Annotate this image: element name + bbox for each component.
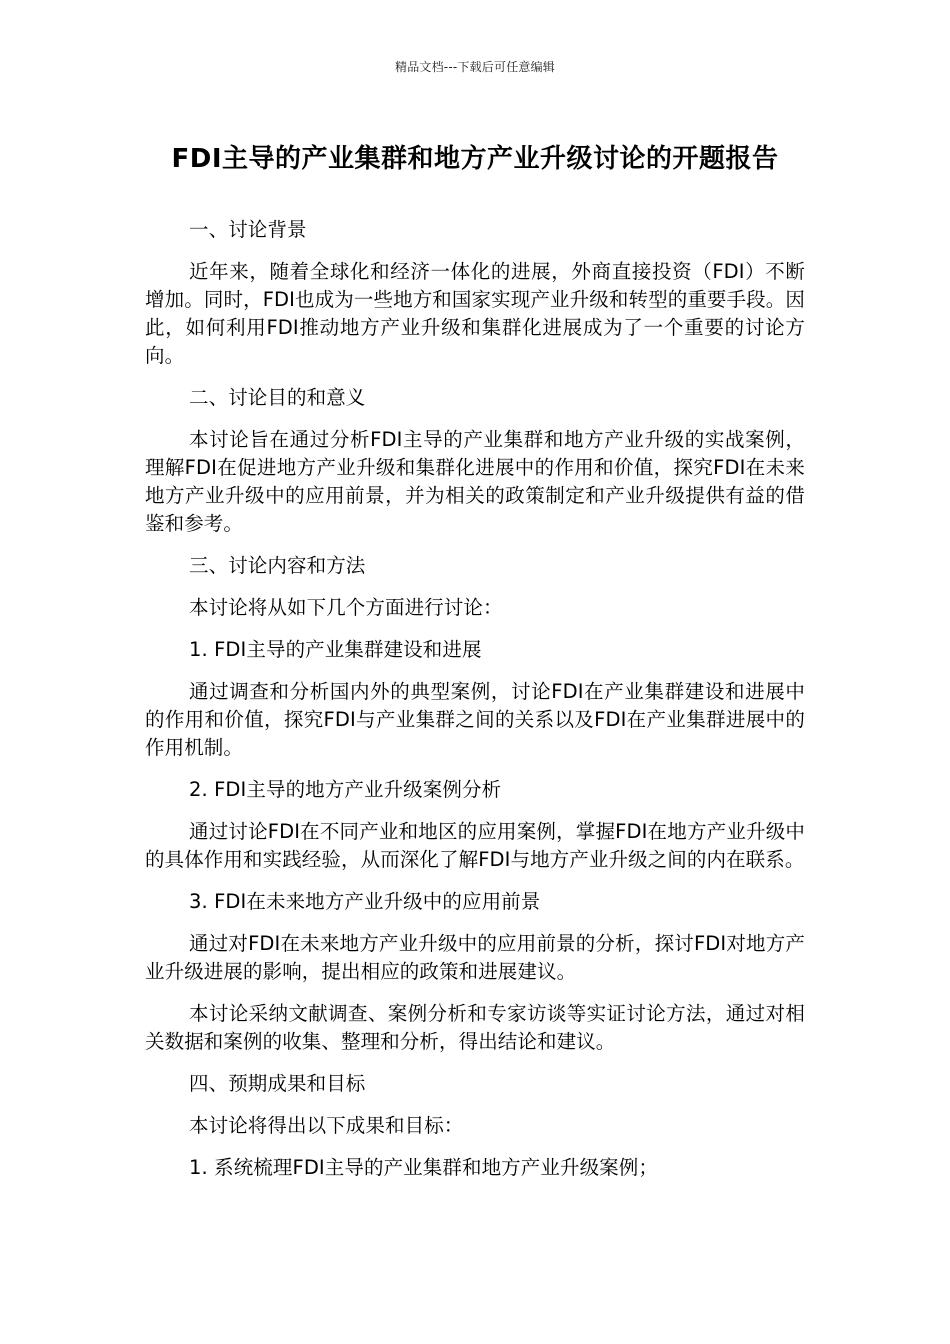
list-item-3-heading: 3. FDI在未来地方产业升级中的应用前景 (189, 890, 541, 913)
paragraph-purpose: 本讨论旨在通过分析FDI主导的产业集群和地方产业升级的实战案例，理解FDI在促进地方产业升级和集群化进展中的作用和价值，探究FDI在未来地方产业升级中的应用前景，并为相关的政策制定和产业升级提供有益的借鉴和参考。 (145, 428, 805, 535)
document-body (145, 216, 805, 1182)
paragraph-item-1: 通过调查和分析国内外的典型案例，讨论FDI在产业集群建设和进展中的作用和价值，探究FDI与产业集群之间的关系以及FDI在产业集群进展中的作用机制。 (145, 680, 805, 759)
paragraph-item-3: 通过对FDI在未来地方产业升级中的应用前景的分析，探讨FDI对地方产业升级进展的影响，提出相应的政策和进展建议。 (145, 932, 805, 983)
section-heading-content-method: 三、讨论内容和方法 (189, 554, 366, 577)
section-heading-background: 一、讨论背景 (189, 218, 307, 241)
section-heading-purpose: 二、讨论目的和意义 (189, 386, 366, 409)
paragraph-methods: 本讨论采纳文献调查、案例分析和专家访谈等实证讨论方法，通过对相关数据和案例的收集、整理和分析，得出结论和建议。 (145, 1002, 805, 1053)
list-item-1-heading: 1. FDI主导的产业集群建设和进展 (189, 638, 482, 661)
paragraph-results-intro: 本讨论将得出以下成果和目标： (189, 1114, 464, 1137)
paragraph-background: 近年来，随着全球化和经济一体化的进展，外商直接投资（FDI）不断增加。同时，FDI也成为一些地方和国家实现产业升级和转型的重要手段。因此，如何利用FDI推动地方产业升级和集群化进展成为了一个重要的讨论方向。 (145, 260, 805, 367)
document-title: FDI主导的产业集群和地方产业升级讨论的开题报告 (171, 144, 779, 174)
paragraph-item-2: 通过讨论FDI在不同产业和地区的应用案例，掌握FDI在地方产业升级中的具体作用和实践经验，从而深化了解FDI与地方产业升级之间的内在联系。 (145, 820, 805, 871)
list-item-2-heading: 2. FDI主导的地方产业升级案例分析 (189, 778, 502, 801)
results-list-item-1: 1. 系统梳理FDI主导的产业集群和地方产业升级案例； (189, 1156, 658, 1179)
page-header: 精品文档---下载后可任意编辑 (395, 60, 555, 74)
paragraph-aspects-intro: 本讨论将从如下几个方面进行讨论： (189, 596, 503, 619)
section-heading-expected-results: 四、预期成果和目标 (189, 1072, 366, 1095)
